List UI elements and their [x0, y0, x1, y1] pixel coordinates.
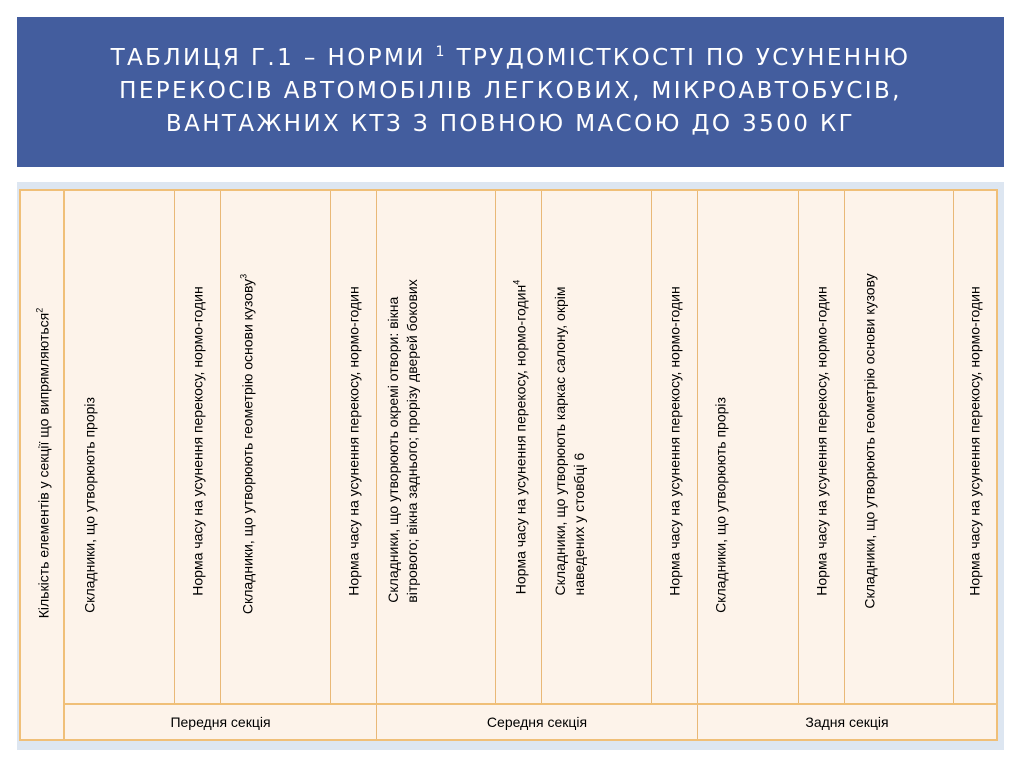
column-header-6: [496, 191, 542, 703]
column-header-12: [954, 191, 996, 703]
column-header-7: [542, 191, 652, 703]
column-header-9-text: Складники, що утворюють проріз: [712, 397, 729, 613]
column-header-3: [221, 191, 331, 703]
column-header-7-line-1: Складники, що утворюють каркас салону, окрім: [552, 286, 568, 596]
column-header-12-text: Норма часу на усунення перекосу, нормо-годин: [966, 286, 983, 596]
slide-title-bar: [17, 17, 1004, 167]
title-footnote-marker: 1: [435, 43, 447, 60]
column-header-6-text: [507, 280, 530, 594]
section-rear: Задня секція: [805, 714, 889, 730]
norms-table: [19, 189, 998, 741]
sections-row: [65, 703, 996, 739]
row-header-label: Кількість елементів у секції що випрямляються: [35, 312, 52, 619]
column-header-11: [845, 191, 954, 703]
column-header-9: [698, 191, 799, 703]
column-header-6-footnote: 4: [511, 279, 521, 285]
column-header-5-text: [384, 279, 422, 602]
column-header-2: [175, 191, 221, 703]
column-header-3-label: Складники, що утворюють геометрію основи кузову: [239, 278, 256, 615]
column-header-8-text: Норма часу на усунення перекосу, нормо-годин: [666, 286, 682, 596]
row-header-text: [31, 308, 54, 619]
column-header-6-label: Норма часу на усунення перекосу, нормо-годин: [512, 284, 528, 595]
section-middle: Середня секція: [377, 705, 698, 739]
row-header-footnote: 2: [34, 307, 45, 313]
column-header-11-text: Складники, що утворюють геометрію основи кузову: [861, 273, 878, 609]
column-header-4-text: Норма часу на усунення перекосу, нормо-годин: [345, 286, 361, 596]
column-header-10: [799, 191, 845, 703]
slide-title: [111, 36, 911, 141]
column-header-3-text: [235, 274, 258, 614]
column-header-5-line-2: вітрового; вікна заднього; прорізу дверей бокових: [404, 279, 420, 603]
column-header-5: [377, 191, 496, 703]
column-header-1-text: Складники, що утворюють проріз: [81, 397, 98, 613]
column-header-5-line-1: Складники, що утворюють окремі отвори: вікна: [385, 296, 401, 603]
column-header-7-text: [551, 287, 589, 596]
title-line-3: ВАНТАЖНИХ КТЗ З ПОВНОЮ МАСОЮ ДО 3500 КГ: [165, 110, 856, 137]
column-header-2-text: Норма часу на усунення перекосу, нормо-годин: [189, 286, 205, 596]
column-header-3-footnote: 3: [238, 273, 249, 279]
title-line-1-part-1: ТАБЛИЦЯ Г.1 – НОРМИ: [110, 44, 426, 71]
column-header-4: [331, 191, 377, 703]
title-line-1: [111, 36, 911, 75]
column-header-10-text: Норма часу на усунення перекосу, нормо-годин: [813, 286, 829, 596]
section-front: Передня секція: [65, 705, 377, 739]
title-line-1-part-2: ТРУДОМІСТКОСТІ ПО УСУНЕННЮ: [456, 44, 911, 71]
title-line-2: ПЕРЕКОСІВ АВТОМОБІЛІВ ЛЕГКОВИХ, МІКРОАВТОБУСІВ,: [119, 77, 902, 104]
row-header-cell: [21, 191, 65, 739]
table-frame: [17, 182, 1004, 750]
column-header-7-line-2: наведених у стовбці 6: [571, 452, 587, 596]
column-header-8: [652, 191, 698, 703]
column-header-1: [65, 191, 175, 703]
